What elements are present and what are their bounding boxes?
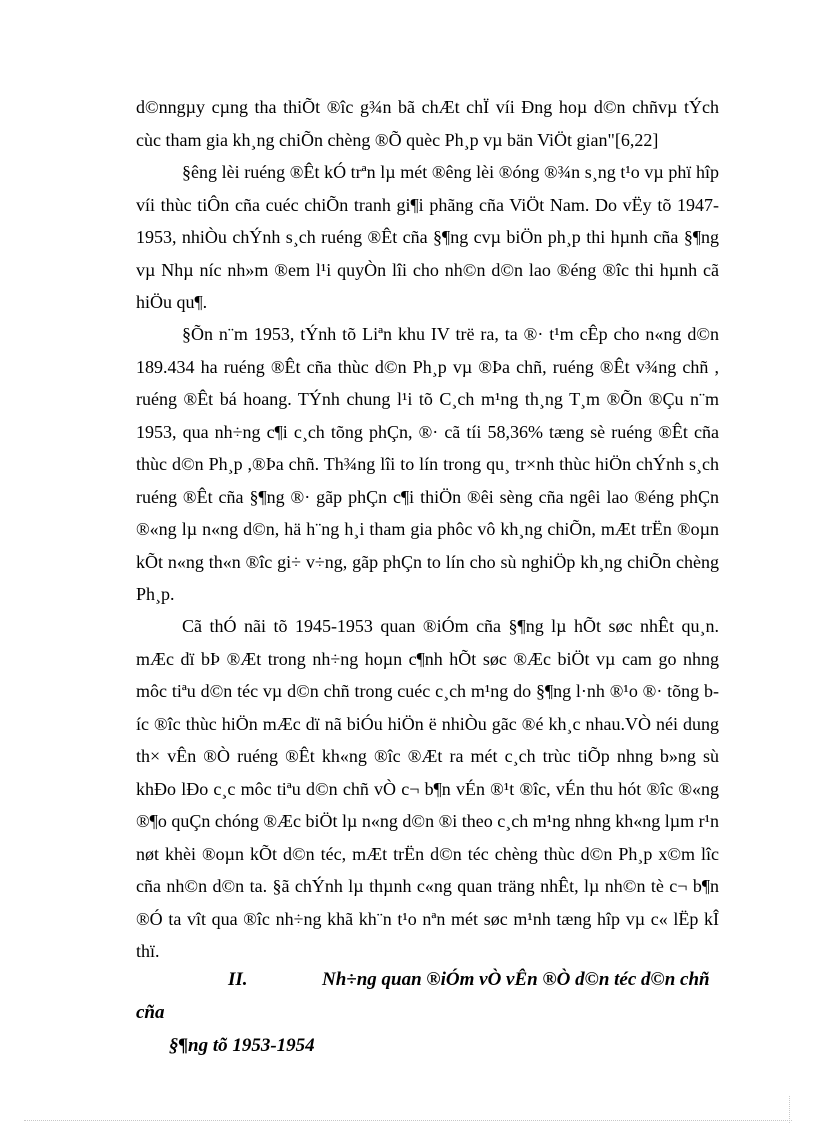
page-border-corner — [789, 1096, 790, 1123]
paragraph-land-results-1953: §Õn n¨m 1953, tÝnh tõ Liªn khu IV trë ra, ta ®· t¹m cÊp cho n«ng d©n 189.434 ha ruéng ®Êt cña thùc d©n Ph¸p vµ ®Þa chñ, ruéng ®Êt v¾ng chñ , ruéng ®Êt bá hoang. TÝnh chung l¹i tõ C¸ch m¹ng th¸ng T¸m ®Õn ®Çu n¨m 1953, qua nh÷ng c¶i c¸ch tõng phÇn, ®· cã tíi 58,36% tæng sè ruéng ®Êt cña thùc d©n Ph¸p ,®Þa chñ. Th¾ng lîi to lín trong qu¸ tr×nh thùc hiÖn chÝnh s¸ch ruéng ®Êt cña §¶ng ®· gãp phÇn c¶i thiÖn ®êi sèng cña ngêi lao ®éng phÇn ®«ng lµ n«ng d©n, hä h¨ng h¸i tham gia phôc vô kh¸ng chiÕn, mÆt trËn ®oµn kÕt n«ng th«n ®îc gi÷ v÷ng, gãp phÇn to lín cho sù nghiÖp kh¸ng chiÕn chèng Ph¸p. — [136, 324, 719, 604]
page-border-bottom — [24, 1120, 792, 1121]
paragraph-continuation: d©nngµy cµng tha thiÕt ®îc g¾n bã chÆt chÏ víi Ðng hoµ d©n chñvµ tÝch cùc tham gia kh¸ng chiÕn chèng ®Õ quèc Ph¸p vµ bän ViÖt gian"[6,22] — [136, 97, 719, 150]
paragraph-summary-1945-1953: Cã thÓ nãi tõ 1945-1953 quan ®iÓm cña §¶ng lµ hÕt søc nhÊt qu¸n. mÆc dï bÞ ®Æt trong nh÷ng hoµn c¶nh hÕt søc ®Æc biÖt vµ cam go nhng môc tiªu d©n téc vµ d©n chñ trong cuéc c¸ch m¹ng do §¶ng l·nh ®¹o ®· tõng bíc ®îc thùc hiÖn mÆc dï nã biÓu hiÖn ë nhiÒu gãc ®é kh¸c nhau.VÒ néi dung th× vÊn ®Ò ruéng ®Êt kh«ng ®îc ®Æt ra mét c¸ch trùc tiÕp nhng b»ng sù khÐo lÐo c¸c môc tiªu d©n chñ vÒ c¬ b¶n vÉn ®¹t ®îc, vÉn thu hót ®îc ®«ng ®¶o quÇn chóng ®Æc biÖt lµ n«ng d©n ®i theo c¸ch m¹ng nhng kh«ng lµm r¹n nøt khèi ®oµn kÕt d©n téc, mÆt trËn d©n téc chèng thùc d©n Ph¸p x©m lîc cña nh©n d©n ta. §ã chÝnh lµ thµnh c«ng quan träng nhÊt, lµ nh©n tè c¬ b¶n ®Ó ta vît qua ®îc nh÷ng khã kh¨n t¹o nªn mét søc m¹nh tæng hîp vµ c« lËp kÎ thï. — [136, 616, 719, 961]
section-title-line1: Nh÷ng quan ®iÓm vÒ vÊn ®Ò d©n téc d©n chñ cña — [136, 969, 710, 1023]
paragraph-land-policy: §êng lèi ruéng ®Êt kÓ trªn lµ mét ®êng lèi ®óng ®¾n s¸ng t¹o vµ phï hîp víi thùc tiÔn cña cuéc chiÕn tranh gi¶i phãng cña ViÖt Nam. Do vËy tõ 1947-1953, nhiÒu chÝnh s¸ch ruéng ®Êt cña §¶ng cvµ biÖn ph¸p thi hµnh cña §¶ng vµ Nhµ níc nh»m ®em l¹i quyÒn lîi cho nh©n d©n lao ®éng ®îc thi hµnh cã hiÖu qu¶. — [136, 162, 719, 312]
section-heading — [136, 963, 719, 1062]
section-title-line2: §¶ng tõ 1953-1954 — [169, 1035, 315, 1056]
section-number: II. — [228, 969, 248, 990]
